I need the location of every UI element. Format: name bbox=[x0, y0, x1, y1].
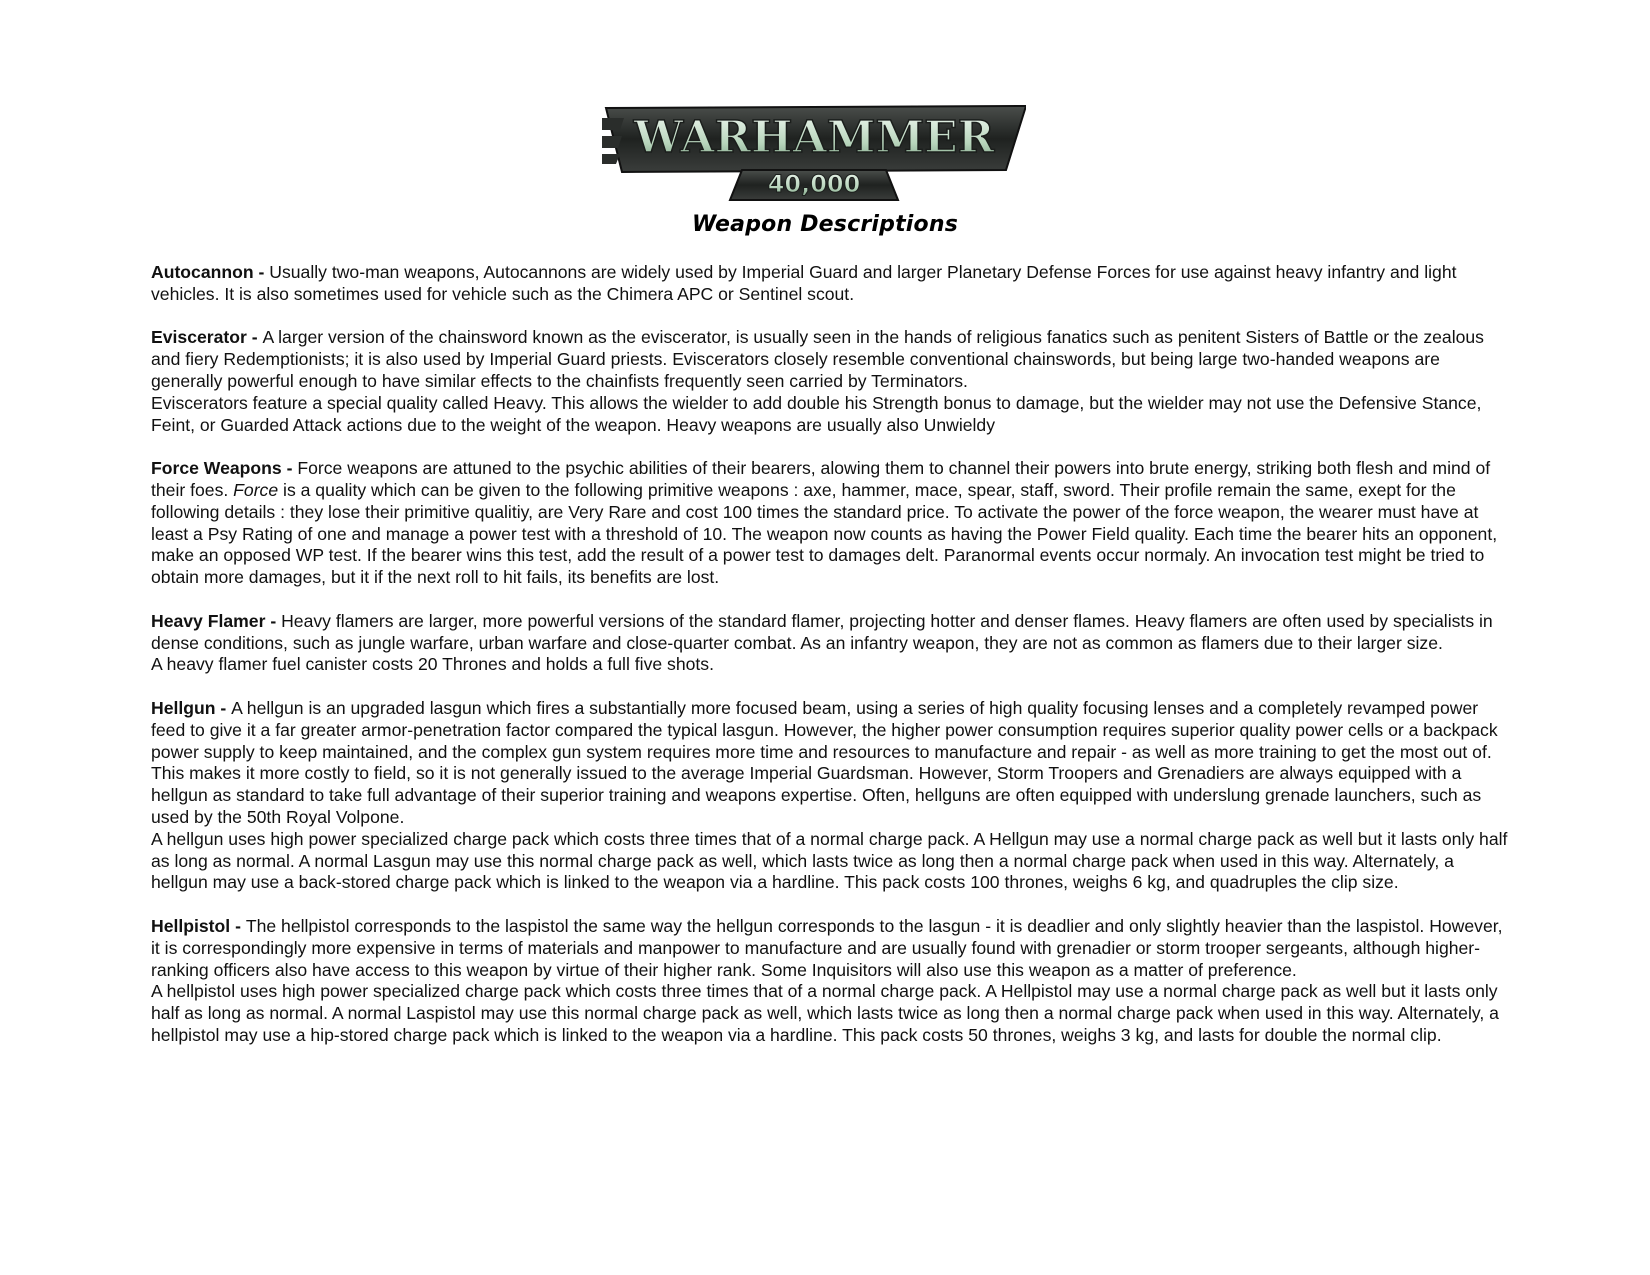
entry-eviscerator bbox=[151, 327, 1511, 436]
paragraph: Force Weapons - Force weapons are attuned to the psychic abilities of their bearers, alowing them to channel their powers into brute energy, striking both flesh and mind of their foes. Force is a quality which can be given to the following primitive weapons : axe, hammer, mace, spear, staff, sword. Their profile remain the same, exept for the following details : they lose their primitive qualitiy, are Very Rare and cost 100 times the standard price. To activate the power of the force weapon, the wearer must have at least a Psy Rating of one and manage a power test with a threshold of 10. The weapon now counts as having the Power Field quality. Each time the bearer hits an opponent, make an opposed WP test. If the bearer wins this test, add the result of a power test to damages delt. Paranormal events occur normaly. An invocation test might be tried to obtain more damages, but it if the next roll to hit fails, its benefits are lost. bbox=[151, 458, 1498, 588]
weapon-name: Eviscerator - bbox=[151, 327, 263, 348]
warhammer-40k-logo bbox=[602, 100, 1026, 204]
page-title: Weapon Descriptions bbox=[692, 212, 958, 237]
italic-term: Force bbox=[233, 479, 279, 500]
entry-autocannon bbox=[151, 262, 1511, 306]
paragraph: Eviscerator - A larger version of the chainsword known as the eviscerator, is usually seen in the hands of religious fanatics such as penitent Sisters of Battle or the zealous and fiery Redemptionists; it is also used by Imperial Guard priests. Eviscerators closely resemble conventional chainswords, but being large two-handed weapons are generally powerful enough to have similar effects to the chainfists frequently seen carried by Terminators. bbox=[151, 327, 1484, 391]
paragraph: Hellpistol - The hellpistol corresponds to the laspistol the same way the hellgun corresponds to the lasgun - it is deadlier and only slightly heavier than the laspistol. However, it is correspondingly more expensive in terms of materials and manpower to manufacture and are usually found with grenadier or storm trooper sergeants, although higher-ranking officers also have access to this weapon by virtue of their higher rank. Some Inquisitors will also use this weapon as a matter of preference. bbox=[151, 915, 1503, 980]
entry-force-weapons bbox=[151, 458, 1511, 589]
entry-hellpistol bbox=[151, 916, 1511, 1047]
paragraph: Autocannon - Usually two-man weapons, Autocannons are widely used by Imperial Guard and larger Planetary Defense Forces for use against heavy infantry and light vehicles. It is also sometimes used for vehicle such as the Chimera APC or Sentinel scout. bbox=[151, 262, 1457, 304]
weapon-descriptions bbox=[151, 262, 1511, 1068]
paragraph: Heavy Flamer - Heavy flamers are larger, more powerful versions of the standard flamer, projecting hotter and denser flames. Heavy flamers are often used by specialists in dense conditions, such as jungle warfare, urban warfare and close-quarter combat. As an infantry weapon, they are not as common as flamers due to their larger size. bbox=[151, 610, 1493, 653]
weapon-name: Hellpistol - bbox=[151, 915, 246, 936]
svg-text:WARHAMMER: WARHAMMER bbox=[633, 112, 995, 163]
weapon-name: Heavy Flamer - bbox=[151, 610, 282, 631]
paragraph: Eviscerators feature a special quality called Heavy. This allows the wielder to add double his Strength bonus to damage, but the wielder may not use the Defensive Stance, Feint, or Guarded Attack actions due to the weight of the weapon. Heavy weapons are usually also Unwieldy bbox=[151, 392, 1482, 435]
entry-heavy-flamer bbox=[151, 611, 1511, 676]
entry-hellgun bbox=[151, 698, 1511, 894]
weapon-name: Hellgun - bbox=[151, 697, 232, 718]
paragraph: A heavy flamer fuel canister costs 20 Thrones and holds a full five shots. bbox=[151, 654, 714, 675]
paragraph: Hellgun - A hellgun is an upgraded lasgun which fires a substantially more focused beam, using a series of high quality focusing lenses and a completely revamped power feed to give it a far greater armor-penetration factor compared the typical lasgun. However, the higher power consumption requires superior quality power cells or a backpack power supply to keep maintained, and the complex gun system requires more time and resources to manufacture and repair - as well as more training to get the most out of. This makes it more costly to field, so it is not generally issued to the average Imperial Guardsman. However, Storm Troopers and Grenadiers are always equipped with a hellgun as standard to take full advantage of their superior training and weapons expertise. Often, hellguns are often equipped with underslung grenade launchers, such as used by the 50th Royal Volpone. bbox=[151, 697, 1498, 827]
paragraph: A hellgun uses high power specialized charge pack which costs three times that of a normal charge pack. A Hellgun may use a normal charge pack as well but it lasts only half as long as normal. A normal Lasgun may use this normal charge pack as well, which lasts twice as long then a normal charge pack when used in this way. Alternately, a hellgun may use a back-stored charge pack which is linked to the weapon via a hardline. This pack costs 100 thrones, weighs 6 kg, and quadruples the clip size. bbox=[151, 828, 1508, 893]
svg-text:40,000: 40,000 bbox=[767, 170, 861, 198]
paragraph: A hellpistol uses high power specialized charge pack which costs three times that of a normal charge pack. A Hellpistol may use a normal charge pack as well but it lasts only half as long as normal. A normal Laspistol may use this normal charge pack as well, which lasts twice as long then a normal charge pack when used in this way. Alternately, a hellpistol may use a hip-stored charge pack which is linked to the weapon via a hardline. This pack costs 50 thrones, weighs 3 kg, and lasts for double the normal clip. bbox=[151, 981, 1499, 1045]
weapon-name: Force Weapons - bbox=[151, 458, 298, 479]
weapon-name: Autocannon - bbox=[151, 262, 270, 282]
logo-banner-icon bbox=[602, 100, 1026, 204]
